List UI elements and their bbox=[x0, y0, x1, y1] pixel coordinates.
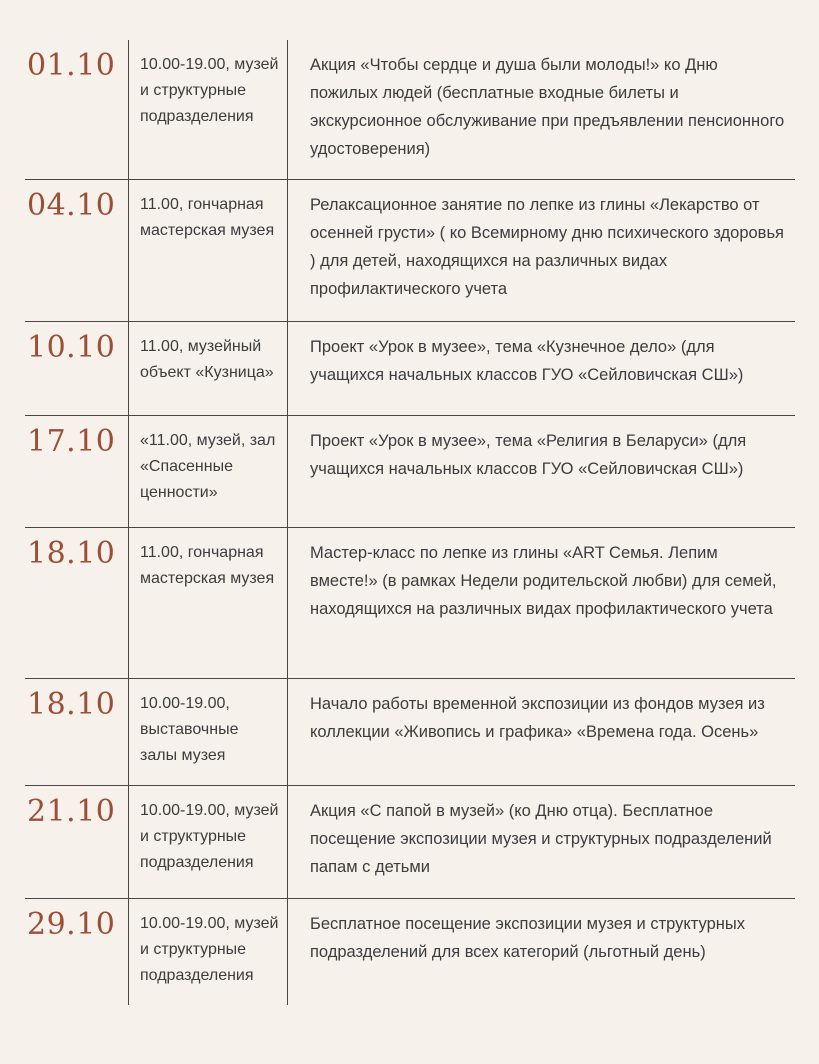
event-time-place: 11.00, гончарная мастерская музея bbox=[128, 528, 288, 678]
events-schedule-table bbox=[25, 40, 795, 1005]
schedule-row bbox=[25, 40, 795, 180]
schedule-row bbox=[25, 322, 795, 416]
event-date: 29.10 bbox=[27, 907, 116, 942]
event-time-place: 11.00, музейный объект «Кузница» bbox=[128, 322, 288, 415]
event-date: 04.10 bbox=[27, 188, 116, 223]
event-time-place: 10.00-19.00, выставочные залы музея bbox=[128, 679, 288, 785]
schedule-row bbox=[25, 528, 795, 679]
schedule-row bbox=[25, 786, 795, 899]
schedule-row bbox=[25, 679, 795, 786]
schedule-row bbox=[25, 180, 795, 322]
event-description: Акция «С папой в музей» (ко Дню отца). Бесплатное посещение экспозиции музея и структурных подразделений папам с детьми bbox=[310, 802, 772, 876]
event-description: Начало работы временной экспозиции из фондов музея из коллекции «Живопись и графика» «Времена года. Осень» bbox=[310, 695, 765, 741]
event-time-place: «11.00, музей, зал «Спасенные ценности» bbox=[128, 416, 288, 527]
event-description: Проект «Урок в музее», тема «Кузнечное дело» (для учащихся начальных классов ГУО «Сейловичская СШ») bbox=[310, 338, 744, 384]
event-time-place: 11.00, гончарная мастерская музея bbox=[128, 180, 288, 321]
event-description: Бесплатное посещение экспозиции музея и структурных подразделений для всех категорий (льготный день) bbox=[310, 915, 745, 961]
event-time-place: 10.00-19.00, музей и структурные подразделения bbox=[128, 899, 288, 1005]
schedule-row bbox=[25, 899, 795, 1005]
event-description: Релаксационное занятие по лепке из глины «Лекарство от осенней грусти» ( ко Всемирному дню психического здоровья ) для детей, находящихся на различных видах профилактического учета bbox=[310, 196, 784, 298]
event-date: 17.10 bbox=[27, 424, 116, 459]
event-time-place: 10.00-19.00, музей и структурные подразделения bbox=[128, 40, 288, 179]
event-description: Мастер-класс по лепке из глины «ART Семья. Лепим вместе!» (в рамках Недели родительской любви) для семей, находящихся на различных видах профилактического учета bbox=[310, 544, 777, 618]
event-date: 18.10 bbox=[27, 687, 116, 722]
schedule-row bbox=[25, 416, 795, 528]
event-date: 10.10 bbox=[27, 330, 116, 365]
event-time-place: 10.00-19.00, музей и структурные подразделения bbox=[128, 786, 288, 898]
event-date: 01.10 bbox=[27, 48, 116, 83]
event-date: 18.10 bbox=[27, 536, 116, 571]
event-description: Проект «Урок в музее», тема «Религия в Беларуси» (для учащихся начальных классов ГУО «Сейловичская СШ») bbox=[310, 432, 747, 478]
event-description: Акция «Чтобы сердце и душа были молоды!» ко Дню пожилых людей (бесплатные входные билеты и экскурсионное обслуживание при предъявлении пенсионного удостоверения) bbox=[310, 56, 785, 158]
event-date: 21.10 bbox=[27, 794, 116, 829]
